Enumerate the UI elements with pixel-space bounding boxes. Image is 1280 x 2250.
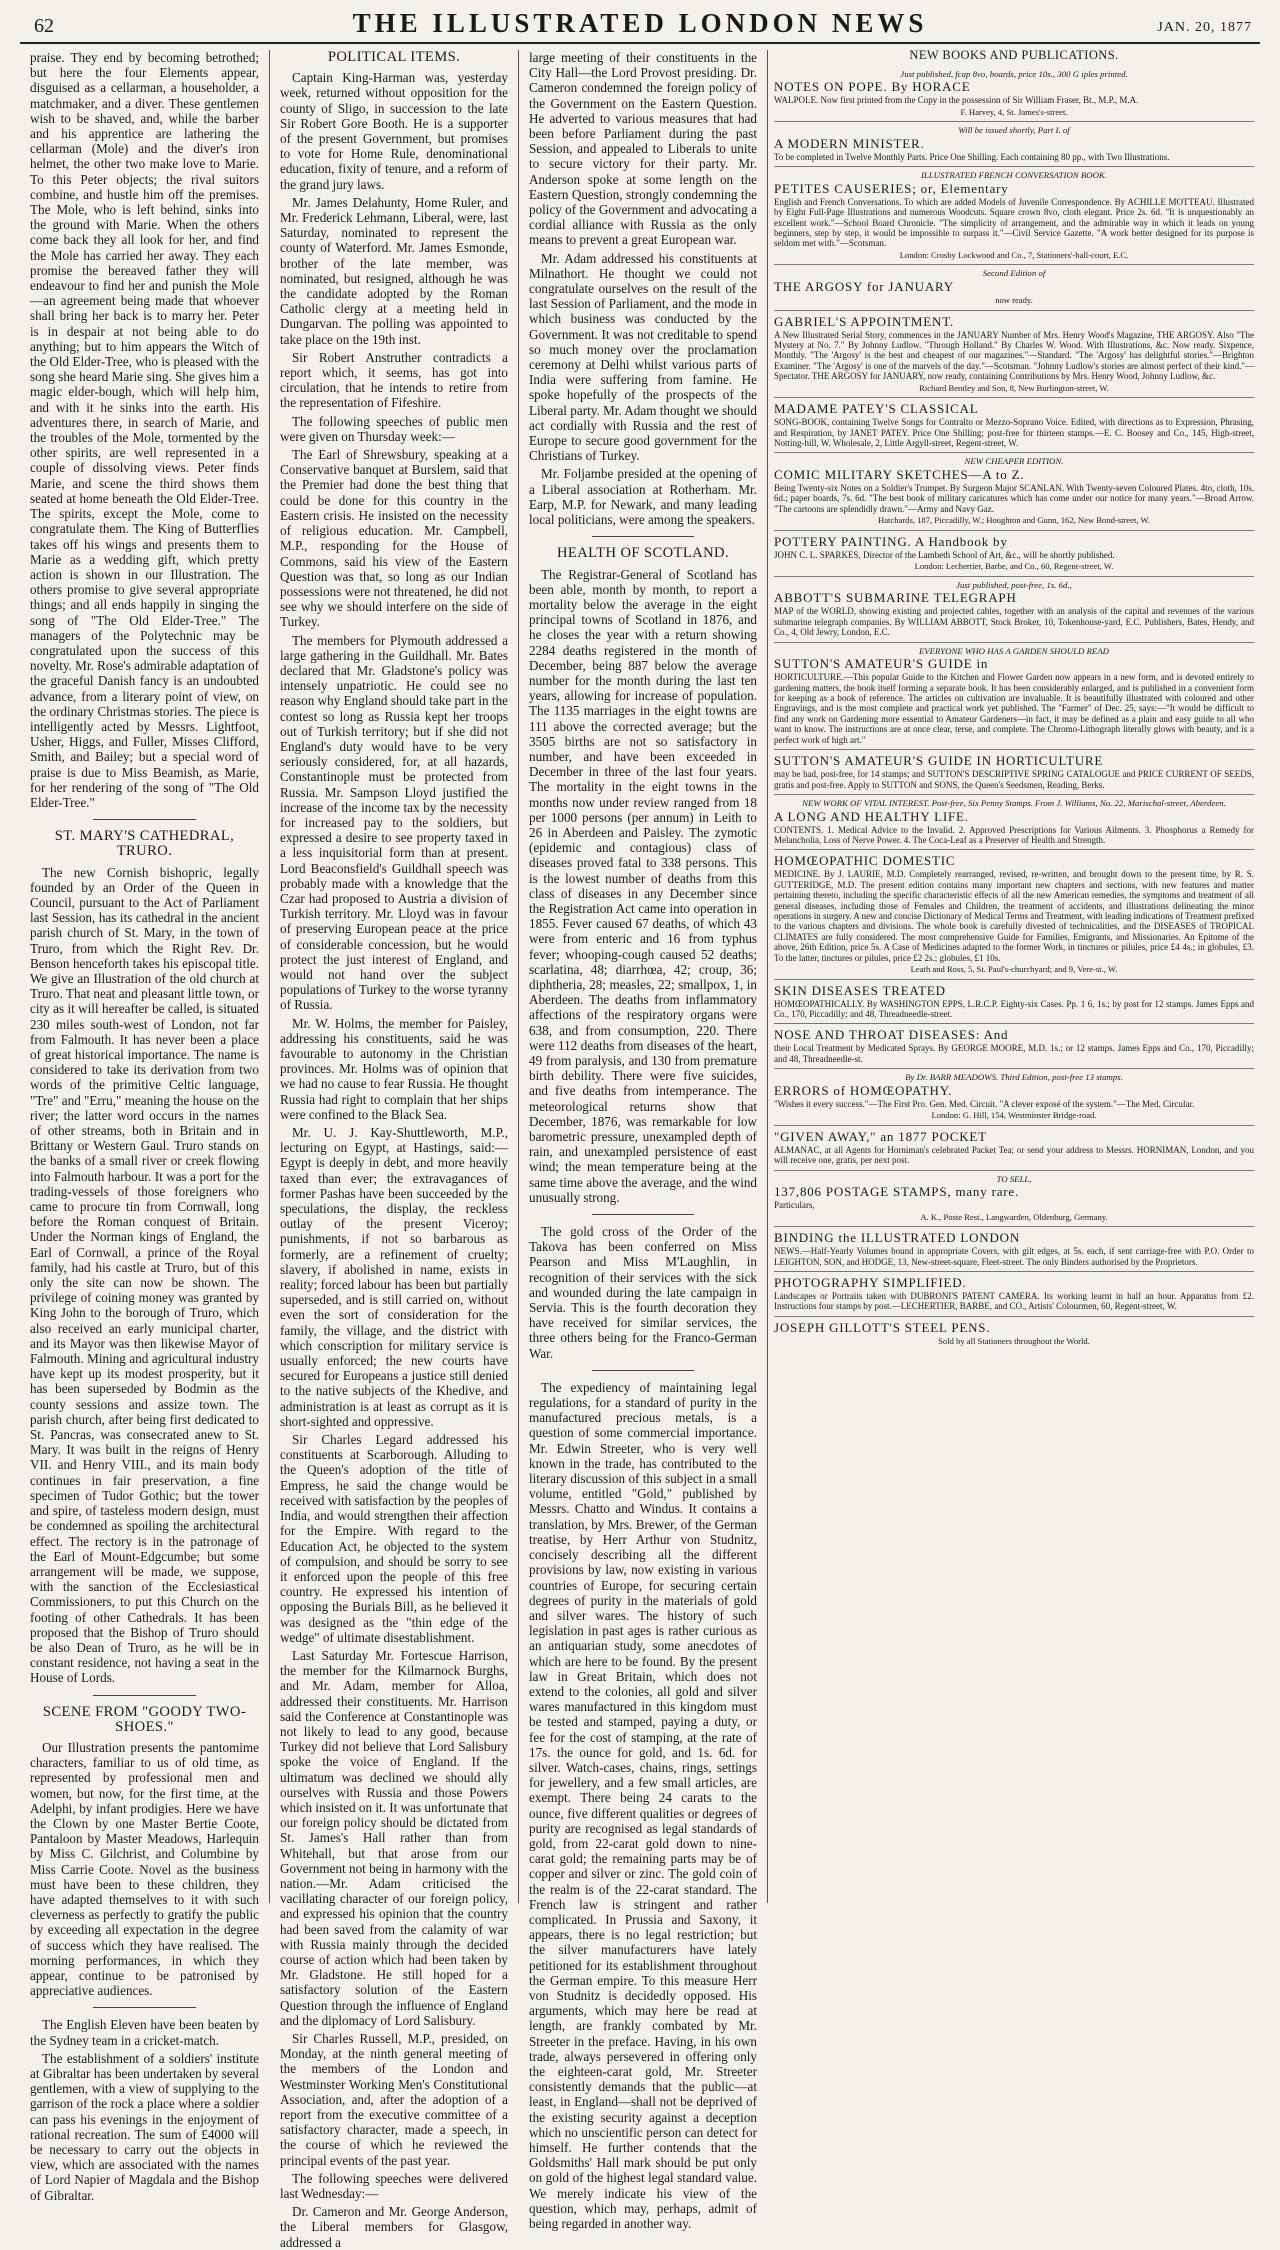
ad-title: SKIN DISEASES TREATED bbox=[774, 982, 946, 998]
ad-body: English and French Conversations. To which are added Models of Juvenile Correspondence. By ACHILLE MOTTEAU. Illustrated by Eight Full-Page Illustrations and numerous Woodcuts. Square crown 8vo, cloth elegant. Price 2s. 6d. "It is unquestionably an excellent work."—School Board Chronicle. "The simplicity of arrangement, and the admirable way in which it leads on young beginners, step by step, it would be impossible to surpass it."—Civil Service Gazette. "A work better designed for its purpose is seldom met with."—Scotsman. bbox=[774, 196, 1254, 249]
ad-title: 137,806 POSTAGE STAMPS, many rare. bbox=[774, 1184, 1020, 1200]
article-paragraph: The Registrar-General of Scotland has been able, month by month, to report a mortality below the average in the eight principal towns of Scotland in 1876, and he closes the year with a return showing 2284 deaths registered in the month of December, being 887 below the average number for the month during the last ten years, allowing for increase of population. The 1135 marriages in the eight towns are 111 above the corrected average; but the 3505 births are not so satisfactory in number, and have been exceeded in December in three of the last four years. The mortality in the eight towns in the months now under review ranged from 18 per 1000 persons (per annum) in Leith to 26 in Aberdeen and Paisley. The zymotic (epidemic and contagious) class of diseases proved fatal to 338 persons. This is the lowest number of deaths from this class of diseases in any December since the Registration Act came into operation in 1855. Fever caused 67 deaths, of which 43 were from enteric and 16 from typhus fever; whooping-cough caused 52 deaths; scarlatina, 48; diarrhœa, 42; croup, 36; diphtheria, 28; measles, 22; smallpox, 1, in Aberdeen. The deaths from inflammatory affections of the respiratory organs were 638, and from consumption, 220. There were 112 deaths from diseases of the heart, 49 from paralysis, and 130 from premature birth debility. There were five suicides, and five deaths from intemperance. The meteorological returns show that December, 1876, was remarkable for low barometric pressure, unexampled depth of rain, and unexampled persistence of east wind; the mean temperature being at the same time above the average, and the wind unusually strong. bbox=[529, 566, 757, 1205]
ad-pre: Second Edition of bbox=[982, 268, 1046, 279]
masthead bbox=[20, 8, 1260, 44]
ad-body: WALPOLE. Now first printed from the Copy in the possession of Sir William Fraser, Bt., M.P., M.A. bbox=[774, 95, 1139, 106]
ad-body: CONTENTS. 1. Medical Advice to the Invalid. 2. Approved Prescriptions for Various Ailments. 3. Phosphorus a Remedy for Melancholia, Loss of Nerve Power. 4. The Coca-Leaf as a Preserver of Health and Strength. bbox=[774, 824, 1254, 845]
ad-pre: By Dr. BARR MEADOWS. Third Edition, post-free 13 stamps. bbox=[905, 1072, 1123, 1083]
advertisement bbox=[774, 122, 1254, 167]
ad-title: NOTES ON POPE. By HORACE bbox=[774, 79, 971, 95]
ad-title: COMIC MILITARY SKETCHES—A to Z. bbox=[774, 467, 1025, 483]
article-paragraph: The new Cornish bishopric, legally founded by an Order of the Queen in Council, pursuant to the Act of Parliament last Session, has its cathedral in the ancient parish church of St. Mary, in the town of Truro, from which the Right Rev. Dr. Benson henceforth takes his episcopal title. We give an Illustration of the old church at Truro. That neat and pleasant little town, or city as it will hereafter be called, is situated 230 miles south-west of London, not far from Falmouth. It has never been a place of great historical importance. The name is considered to take its derivation from two words of the primitive Celtic language, "Tre" and "Erru," meaning the house on the river; the latter word occurs in the names of other streams, both in Britain and in Brittany or Western Gaul. Truro stands on the banks of a small river or creek flowing into Falmouth harbour. It was a port for the trading-vessels of those foreigners who came to procure tin from Cornwall, long before the Roman conquest of Britain. Under the Norman kings of England, the Earl of Cornwall, a prince of the Royal family, had his castle at Truro, but of this only the site can now be shown. The privilege of coining money was granted by King John to the borough of Truro, which also received an early municipal charter, and its Mayor was then likewise Mayor of Falmouth. Mining and agricultural industry have kept up its modest prosperity, but it has been superseded by Bodmin as the county sessions and assize town. The parish church, after being first dedicated to St. Pancras, was consecrated anew to St. Mary. It was built in the reigns of Henry VII. and Henry VIII., and its main body continues in fair preservation, a fine specimen of Tudor Gothic; but the tower and spire, of tasteless modern design, must be condemned as spoiling the architectural effect. The rectory is in the patronage of the Earl of Mount-Edgcumbe; but some arrangement will be made, we suppose, with the sanction of the Ecclesiastical Commissioners, to put this Church on the footing of other Cathedrals. It has been proposed that the Bishop of Truro should be also Dean of Truro, as he will be in constant residence, not having a seat in the House of Lords. bbox=[30, 864, 259, 1686]
ad-body: may be had, post-free, for 14 stamps; and SUTTON'S DESCRIPTIVE SPRING CATALOGUE and PRICE CURRENT OF SEEDS, gratis and post-free. Apply to SUTTON and SONS, the Queen's Seedsmen, Reading, Berks. bbox=[774, 769, 1254, 790]
ad-title: A LONG AND HEALTHY LIFE. bbox=[774, 808, 969, 824]
ad-body: their Local Treatment by Medicated Sprays. By GEORGE MOORE, M.D. 1s.; or 12 stamps. James Epps and Co., 170, Piccadilly; and 48, Threadneedle-st. bbox=[774, 1043, 1254, 1064]
ad-pre: ILLUSTRATED FRENCH CONVERSATION BOOK. bbox=[920, 170, 1108, 181]
ad-body: MEDICINE. By J. LAURIE, M.D. Completely rearranged, revised, re-written, and brought down to the present time, by R. S. GUTTERIDGE, M.D. The present edition contains many important new chapters and sections, with new features and matter pertaining thereto, including the specific characteristic effects of all the new American remedies, the symptoms and treatment of all general diseases, including those of Females and Children, the treatment of accidents, and illustrations delineating the minor operations in surgery. A new and concise Dictionary of Medical Terms and Treatment, with leading indications of Treatment prefixed to the various chapters and divisions. The whole book is carefully divested of technicalities, and the DISEASES of TROPICAL CLIMATES are fully considered. The most comprehensive Guide for Families, Emigrants, and Missionaries. An Epitome of the above, 26th Edition, price 5s. A Case of Medicines adapted to the former Work, in tinctures or pilules, price £4 4s.; in globules, £3. To the latter, tinctures or pilules, price £2 2s.; globules, £1 10s. bbox=[774, 869, 1254, 963]
divider bbox=[93, 1695, 196, 1696]
ad-pre: EVERYONE WHO HAS A GARDEN SHOULD READ bbox=[918, 645, 1110, 656]
advertisement bbox=[774, 577, 1254, 643]
article-paragraph: Mr. Adam addressed his constituents at Milnathort. He thought we could not congratulate ourselves on the result of the last Session of Parliament, and the mode in which business was conducted by the Government. It was not creditable to spend so much money over the proclamation ceremony at Delhi whilst various parts of India were suffering from famine. He spoke hopefully of the prospects of the Liberal party. Mr. Adam thought we should act cordially with Russia and the rest of Europe to secure good government for the Christians of Turkey. bbox=[529, 250, 757, 464]
ad-body: Being Twenty-six Notes on a Soldier's Trumpet. By Surgeon Major SCANLAN. With Twenty-seven Coloured Plates. 4to, cloth, 10s. 6d.; paper boards, 7s. 6d. "The best book of military caricatures which has come under our notice for many years."—Broad Arrow. "The cartoons are splendidly drawn."—Army and Navy Gaz. bbox=[774, 483, 1254, 514]
ad-body: Particulars, bbox=[774, 1200, 815, 1211]
advertisement bbox=[774, 1227, 1254, 1272]
advertisement bbox=[774, 265, 1254, 310]
ads-header: NEW BOOKS AND PUBLICATIONS. bbox=[909, 48, 1119, 62]
article-paragraph: praise. They end by becoming betrothed; but here the four Elements appear, disguised as a cellarman, a householder, a matchmaker, and a diver. These gentlemen wish to be shaved, and, while the barber and his apprentice are lathering the cellarman (Mole) and the diver's iron helmet, the other two make love to Marie. To this Peter objects; the rival suitors combine, and hustle him off the premises. The Mole, who is left behind, sinks into the ground with Marie. When the others come back they all look for her, and find the Mole has carried her away. They each promise the bereaved father they will endeavour to find her and punish the Mole—an agreement being made that whoever shall bring her back is to marry her. Peter is in despair at not being able to do anything; but to him appears the Witch of the Old Elder-Tree, who is pleased with the song she heard Marie sing. She gives him a magic elder-bough, which will help him, and with it he sinks into the earth. His adventures there, in search of Marie, and the troubles of the Mole, tormented by the other spirits, are well represented in a couple of dissolving views. Peter finds Marie, and scene the third shows them seated at home beneath the Old Elder-Tree. The spirits, except the Mole, come to congratulate them. The King of Butterflies takes off his wings and presents them to Marie as a wedding gift, which pretty action is shown in our Illustration. The others promise to give several appropriate things; and all ends happily in singing the song of "The Old Elder-Tree." The managers of the Polytechnic may be congratulated upon the success of this novelty. Mr. Rose's admirable adaptation of the graceful Danish fancy is an undoubted advance, from a literary point of view, on the ordinary Christmas stories. The piece is intelligently acted by Messrs. Lightfoot, Usher, Higgs, and Fuller, Misses Clifford, Smith, and Bailey; but a special word of praise is due to Miss Beamish, as Marie, for her rendering of the song of "The Old Elder-Tree." bbox=[30, 50, 259, 810]
ad-body: JOHN C. L. SPARKES, Director of the Lambeth School of Art, &c., will be shortly published. bbox=[774, 549, 1115, 560]
advertisement bbox=[774, 795, 1254, 850]
ad-title: POTTERY PAINTING. A Handbook by bbox=[774, 533, 1008, 549]
heading-truro-cathedral: ST. MARY'S CATHEDRAL, TRURO. bbox=[54, 828, 235, 860]
ad-title: HOMŒOPATHIC DOMESTIC bbox=[774, 853, 956, 869]
article-paragraph: The establishment of a soldiers' institute at Gibraltar has been undertaken by several gentlemen, with a view of supplying to the garrison of the rock a place where a soldier can pass his evenings in the enjoyment of rational recreation. The sum of £4000 will be necessary to carry out the objects in view, which are associated with the names of Lord Napier of Magdala and the Bishop of Gibraltar. bbox=[30, 2050, 259, 2203]
ad-title: ERRORS of HOMŒOPATHY. bbox=[774, 1082, 953, 1098]
advertisement bbox=[774, 1272, 1254, 1317]
article-paragraph: Mr. Foljambe presided at the opening of a Liberal association at Rotherham. Mr. Earp, M.P. for Newark, and many leading local politicians, were among the speakers. bbox=[529, 466, 757, 528]
advertisement bbox=[774, 453, 1254, 530]
advertisement bbox=[774, 1317, 1254, 1351]
article-paragraph: Dr. Cameron and Mr. George Anderson, the Liberal members for Glasgow, addressed a bbox=[280, 2204, 508, 2250]
column-3 bbox=[518, 50, 767, 2232]
advertisements-column bbox=[767, 50, 1260, 1903]
advertisement bbox=[774, 66, 1254, 123]
divider bbox=[592, 1370, 695, 1371]
advertisement bbox=[774, 750, 1254, 795]
advertisement bbox=[774, 643, 1254, 750]
article-paragraph: The English Eleven have been beaten by the Sydney team in a cricket-match. bbox=[30, 2017, 259, 2048]
column-2 bbox=[269, 49, 518, 2250]
article-paragraph: The following speeches were delivered last Wednesday:— bbox=[280, 2170, 508, 2202]
ad-pre: Will be issued shortly, Part I. of bbox=[958, 125, 1070, 136]
article-paragraph: The following speeches of public men were given on Thursday week:— bbox=[280, 413, 508, 444]
heading-political-items: POLITICAL ITEMS. bbox=[327, 49, 461, 65]
text-columns bbox=[20, 48, 1260, 2250]
ad-body: A New Illustrated Serial Story, commences in the JANUARY Number of Mrs. Henry Wood's Magazine, THE ARGOSY. Also "The Mystery at No. 7." By Johnny Ludlow. "Through Holland." By Charles W. Wood. With Illustrations, &c. Now ready. Sixpence, Monthly. "The 'Argosy' is the best and cheapest of our magazines."—Standard. "The 'Argosy' has delightful stories."—Brighton Examiner. "The 'Argosy' is one of the marvels of the day."—Scotsman. "Johnny Ludlow's stories are almost perfect of their kind."—Spectator. THE ARGOSY for JANUARY, now ready, containing Contributions by Mrs. Henry Wood, Johnny Ludlow, &c. bbox=[774, 329, 1254, 382]
article-paragraph: Mr. James Delahunty, Home Ruler, and Mr. Frederick Lehmann, Liberal, were, last Saturday, nominated to represent the county of Waterford. Mr. James Esmonde, brother of the late member, was nominated, but resigned, although he was the candidate adopted by the Roman Catholic clergy at a meeting held in Dungarvan. The polling was appointed to take place on the 19th inst. bbox=[280, 194, 508, 347]
article-paragraph: The expediency of maintaining legal regulations, for a standard of purity in the manufactured precious metals, is a question of some commercial importance. Mr. Edwin Streeter, who is very well known in the trade, has contributed to the literary discussion of this subject in a small volume, entitled "Gold," published by Messrs. Chatto and Windus. It contains a translation, by Mrs. Brewer, of the German treatise, by Herr Arthur von Studnitz, concisely describing all the different provisions by law, now existing in various countries of Europe, for securing certain degrees of purity in the materials of gold and silver wares. The history of such legislation in past ages is rather curious as an antiquarian study, some anecdotes of which are here to be found. By the present law in Great Britain, which does not extend to the colonies, all gold and silver wares manufactured in this kingdom must be tested and stamped, paying a duty, or fee for the cost of stamping, at the rate of 17s. the ounce for gold, and 1s. 6d. for silver. Watch-cases, chains, rings, settings for jewellery, and a few small articles, are exempt. There being 24 carats to the ounce, five different qualities or degrees of purity are recognised as legal standards of gold, from 22-carat gold down to nine-carat gold; the remaining parts may be of copper and silver or zinc. The gold coin of the realm is of the 22-carat standard. The French law is stringent and rather complicated. In Prussia and Saxony, it appears, there is no legal restriction; but the silver manufacturers have lately petitioned for its establishment throughout the German empire. To this measure Herr von Studnitz is decidedly opposed. His arguments, which may here be read at length, are frankly combated by Mr. Streeter in the preface. Having, in his own trade, always persevered in offering only the eighteen-carat gold, Mr. Streeter consistently demands that the public—at least, in England—shall not be deprived of the existing security against a deception which no unscientific person can detect for himself. He further contends that the Goldsmiths' Hall mark should be put only on gold of the highest legal standard value. We merely indicate his view of the question, which may, perhaps, admit of being regarded in another way. bbox=[529, 1379, 757, 2232]
ad-title: NOSE AND THROAT DISEASES: And bbox=[774, 1027, 1009, 1043]
ad-foot: Richard Bentley and Son, 8, New Burlington-street, W. bbox=[919, 382, 1109, 393]
heading-goody-two-shoes: SCENE FROM "GOODY TWO-SHOES." bbox=[42, 1703, 247, 1735]
ad-title: JOSEPH GILLOTT'S STEEL PENS. bbox=[774, 1319, 991, 1335]
ad-foot: now ready. bbox=[995, 295, 1033, 305]
ad-foot: Hatchards, 187, Piccadilly, W.; Houghton and Gunn, 162, New Bond-street, W. bbox=[877, 515, 1151, 526]
article-paragraph: Captain King-Harman was, yesterday week, returned without opposition for the county of Sligo, in succession to the late Sir Robert Gore Booth. He is a supporter of the present Government, but promises to vote for Home Rule, denominational education, fixity of tenure, and a reform of the grand jury laws. bbox=[280, 70, 508, 192]
divider bbox=[93, 819, 196, 820]
article-paragraph: The Earl of Shrewsbury, speaking at a Conservative banquet at Burslem, said that the Premier had done the best thing that could be done for this country in the Eastern crisis. He insisted on the necessity of religious education. Mr. Campbell, M.P., responding for the House of Commons, said his view of the Eastern Question was that, so long as our Indian possessions were not threatened, he did not see why we should interfere on the side of Turkey. bbox=[280, 447, 508, 630]
ad-foot: Leath and Ross, 5, St. Paul's-churchyard; and 9, Vere-st., W. bbox=[910, 963, 1118, 974]
heading-health-of-scotland: HEALTH OF SCOTLAND. bbox=[556, 545, 730, 562]
article-paragraph: Sir Robert Anstruther contradicts a report which, it seems, has got into circulation, that he intends to retire from the representation of Fifeshire. bbox=[280, 349, 508, 411]
page-number: 62 bbox=[34, 15, 54, 37]
ad-pre: NEW WORK OF VITAL INTEREST. Post-free, Six Penny Stamps. From J. Williams, No. 22, Marischal-street, Aberdeen. bbox=[802, 797, 1226, 808]
column-1 bbox=[20, 50, 269, 2203]
advertisement bbox=[774, 398, 1254, 453]
article-paragraph: Mr. W. Holms, the member for Paisley, addressing his constituents, said he was favourable to autonomy in the Christian provinces. Mr. Holms was of opinion that we had no cause to fear Russia. He thought Russia had right to complain that her ships were confined to the Black Sea. bbox=[280, 1015, 508, 1122]
article-paragraph: Sir Charles Legard addressed his constituents at Scarborough. Alluding to the Queen's adoption of the title of Empress, he said the change would be received with satisfaction by the peoples of India, and would strengthen their affection for the Empire. With regard to the Education Act, he objected to the system of compulsion, and should be sorry to see it enforced upon the people of this free country. He expressed his intention of opposing the Burials Bill, as he believed it was designed as the "thin edge of the wedge" of ultimate disestablishment. bbox=[280, 1432, 508, 1645]
advertisement bbox=[774, 1171, 1254, 1228]
newspaper-title: THE ILLUSTRATED LONDON NEWS bbox=[352, 8, 928, 38]
ad-foot: F. Harvey, 4, St. James's-street. bbox=[960, 106, 1068, 117]
advertisement bbox=[774, 311, 1254, 399]
divider bbox=[592, 536, 695, 537]
ad-title: MADAME PATEY'S CLASSICAL bbox=[774, 401, 979, 417]
ad-title: BINDING the ILLUSTRATED LONDON bbox=[774, 1230, 1021, 1246]
article-paragraph: Mr. U. J. Kay-Shuttleworth, M.P., lecturing on Egypt, at Hastings, said:—Egypt is deeply in debt, and more heavily taxed than ever; the extravagances of former Pashas have been succeeded by the speculations, the display, the reckless outlay of the present Viceroy; punishments, if not so barbarous as formerly, are a refinement of cruelty; slavery, if abolished in name, exists in reality; forced labour has been but partially superseded, and is still carried on, without even the sort of consideration for the family, the village, and the district with which conscription for military service is usually enforced; the new courts have secured for Europeans a justice still denied to the native subjects of the Khedive, and administration is at least as corrupt as it is short-sighted and oppressive. bbox=[280, 1125, 508, 1429]
ad-title: A MODERN MINISTER. bbox=[774, 135, 925, 151]
ad-pre: Just published, post-free, 1s. 6d., bbox=[956, 579, 1072, 590]
ad-body: "Wishes it every success."—The First Pro. Gen. Med. Circuit. "A clever exposé of the system."—The Med. Circular. bbox=[774, 1098, 1195, 1109]
ad-foot: London: Lechertier, Barbe, and Co., 60, Regent-street, W. bbox=[914, 561, 1114, 572]
advertisement bbox=[774, 531, 1254, 577]
ad-title: SUTTON'S AMATEUR'S GUIDE IN HORTICULTURE bbox=[774, 753, 1104, 769]
divider bbox=[93, 2007, 196, 2008]
ad-title: ABBOTT'S SUBMARINE TELEGRAPH bbox=[774, 590, 1017, 606]
divider bbox=[592, 1214, 695, 1215]
ad-pre: NEW CHEAPER EDITION. bbox=[964, 456, 1064, 467]
ad-body: To be completed in Twelve Monthly Parts. Price One Shilling. Each containing 80 pp., with Two Illustrations. bbox=[774, 151, 1170, 162]
ad-body: ALMANAC, at all Agents for Horniman's celebrated Packet Tea; or send your address to Messrs. HORNIMAN, London, and you will receive one, gratis, per next post. bbox=[774, 1144, 1254, 1166]
article-paragraph: The gold cross of the Order of the Takova has been conferred on Miss Pearson and Miss M'Laughlin, in recognition of their services with the sick and wounded during the late campaign in Servia. This is the fourth decoration they have received for similar services, the three others being for the Franco-German War. bbox=[529, 1224, 757, 1361]
advertisement bbox=[774, 1024, 1254, 1069]
article-paragraph: Our Illustration presents the pantomime characters, familiar to us of old time, as represented by professional men and women, but now, for the first time, at the Adelphi, by infant prodigies. Here we have the Clown by one Master Bertie Coote, Pantaloon by Master Meadows, Harlequin by Miss C. Gilchrist, and Columbine by Miss Carrie Coote. Novel as the business must have been to these children, they have adapted themselves to it with such cleverness as perfectly to gratify the public by exceeding all expectation in the degree of success which they have realised. The morning performances, in which they appear, continue to be patronised by appreciative audiences. bbox=[30, 1739, 259, 1999]
article-paragraph: Last Saturday Mr. Fortescue Harrison, the member for the Kilmarnock Burghs, and Mr. Adam, member for Alloa, addressed their constituents. Mr. Harrison said the Conference at Constantinople was not likely to lead to any good, because Turkey did not believe that Lord Salisbury spoke the voice of England. If the ultimatum was declined we should ally ourselves with Russia and those Powers which insisted on it. It was unfortunate that our foreign policy should be dictated from St. James's Hall rather than from Whitehall, but that arose from our Government not being in harmony with the nation.—Mr. Adam criticised the vacillating character of our foreign policy, and expressed his opinion that the country had been saved from the calamity of war with Russia mainly through the decided course of action which had been taken by Mr. Gladstone. He still hoped for a satisfactory solution of the Eastern Question through the influence of England and the diplomacy of Lord Salisbury. bbox=[280, 1647, 508, 2028]
ad-title: SUTTON'S AMATEUR'S GUIDE in bbox=[774, 656, 989, 672]
article-paragraph: large meeting of their constituents in the City Hall—the Lord Provost presiding. Dr. Cameron condemned the foreign policy of the Government on the Eastern Question. He adverted to various measures that had been before Parliament during the past Session, and appealed to Liberals to unite to secure victory for their party. Mr. Anderson spoke at some length on the Eastern Question, strongly condemning the policy of the Government and advocating a cordial alliance with Russia as the only means to prevent a great European war. bbox=[529, 50, 757, 248]
ad-body: HORTICULTURE.—This popular Guide to the Kitchen and Flower Garden now appears in a new form, and is devoted entirely to gardening matters, the book itself forming a separate book. It has been considerably enlarged, and is published in a convenient form for keeping as a book of reference. The articles on cultivation are invaluable. It is beautifully illustrated with coloured and other Engravings, and is the most complete and practical work yet published. The "Farmer" of Dec. 25, says:—"It would be difficult to find any work on Gardening more essential to Amateur Gardeners—in fact, it may be defined as a plain and easy guide to all who want to know. The instructions are at once clear, terse, and complete. The Chromo-Lithograph literally glows with beauty, and is a perfect work of high art." bbox=[774, 672, 1254, 745]
advertisement bbox=[774, 167, 1254, 265]
ad-body: SONG-BOOK, containing Twelve Songs for Contralto or Mezzo-Soprano Voice. Edited, with directions as to Expression, Phrasing, and Respiration, by JANET PATEY. Price One Shilling; post-free for thirteen stamps.—E. C. Boosey and Co., 145, High-street, Notting-hill, W. Wholesale, 2, Little Argyll-street, Regent-street, W. bbox=[774, 417, 1254, 449]
ad-foot: London: G. Hill, 154, Westminster Bridge-road. bbox=[931, 1110, 1097, 1121]
issue-date: JAN. 20, 1877 bbox=[1157, 20, 1252, 35]
ad-body: MAP of the WORLD, showing existing and projected cables, together with an analysis of the capital and revenues of the various submarine telegraph companies. By WILLIAM ABBOTT, Stock Broker, 10, Tokenhouse-yard, E.C. Publishers, Bates, Hendy, and Co., 4, Old Jewry, London, E.C. bbox=[774, 606, 1254, 638]
ad-body: NEWS.—Half-Yearly Volumes bound in appropriate Covers, with gilt edges, at 5s. each, if sent carriage-free with P.O. Order to LEIGHTON, SON, and HODGE, 13, New-street-square, Fleet-street. The only Binders authorised by the Proprietors. bbox=[774, 1246, 1254, 1267]
ad-body: Landscapes or Portraits taken with DUBRONI'S PATENT CAMERA. Its working learnt in half an hour. Apparatus from £2. Instructions four stamps by post.—LECHERTIER, BARBE, and CO., Artists' Colourmen, 60, Regent-street, W. bbox=[774, 1291, 1254, 1312]
ad-title: "GIVEN AWAY," an 1877 POCKET bbox=[774, 1128, 987, 1144]
article-paragraph: The members for Plymouth addressed a large gathering in the Guildhall. Mr. Bates declared that Mr. Gladstone's policy was intensely unpatriotic. He could see no reason why England should take part in the contest so long as Russia kept her troops out of Turkish territory; but if she did not England's duty would have to be very seriously considered, for, at all hazards, Constantinople must be protected from Russia. Mr. Sampson Lloyd justified the increase of the income tax by the necessity for increased pay to the soldiers, but expressed a desire to see property taxed in a less inquisitorial form than at present. Lord Beaconsfield's Guildhall speech was probably made with a knowledge that the Czar had proposed to Austria a division of Turkish territory. Mr. Lloyd was in favour of preserving European peace at the price of considerable concession, but he would protect the just interest of England, and would not hand over the subject populations of Turkey to the worse tyranny of Russia. bbox=[280, 632, 508, 1013]
ad-title: PHOTOGRAPHY SIMPLIFIED. bbox=[774, 1275, 967, 1290]
ad-body: HOMŒOPATHICALLY. By WASHINGTON EPPS, L.R.C.P. Eighty-six Cases. Pp. 1 6, 1s.; by post for 12 stamps. James Epps and Co., 170, Piccadilly; and 48, Threadneedle-street. bbox=[774, 998, 1254, 1019]
article-paragraph: Sir Charles Russell, M.P., presided, on Monday, at the ninth general meeting of the members of the London and Westminster Working Men's Constitutional Association, and, after the adoption of a report from the executive committee of a satisfactory character, made a speech, in the course of which he reviewed the principal events of the past year. bbox=[280, 2031, 508, 2168]
newspaper-page bbox=[20, 8, 1260, 2250]
ad-title: PETITES CAUSERIES; or, Elementary bbox=[774, 180, 1009, 196]
ad-foot: A. K., Poste Rest., Langwarden, Oldenburg, Germany. bbox=[920, 1211, 1108, 1222]
ad-foot: Sold by all Stationers throughout the World. bbox=[938, 1335, 1090, 1346]
ad-title: THE ARGOSY for JANUARY bbox=[774, 279, 954, 294]
advertisement bbox=[774, 850, 1254, 979]
ad-pre: Just published, fcap 8vo, boards, price 10s., 300 G iples printed. bbox=[900, 68, 1128, 79]
advertisement bbox=[774, 1126, 1254, 1171]
ad-pre: TO SELL, bbox=[996, 1173, 1032, 1184]
advertisement bbox=[774, 1069, 1254, 1126]
advertisement bbox=[774, 980, 1254, 1025]
ad-foot: London: Crosby Lockwood and Co., 7, Stationers'-hall-court, E.C. bbox=[899, 249, 1129, 260]
ad-title: GABRIEL'S APPOINTMENT. bbox=[774, 313, 955, 329]
